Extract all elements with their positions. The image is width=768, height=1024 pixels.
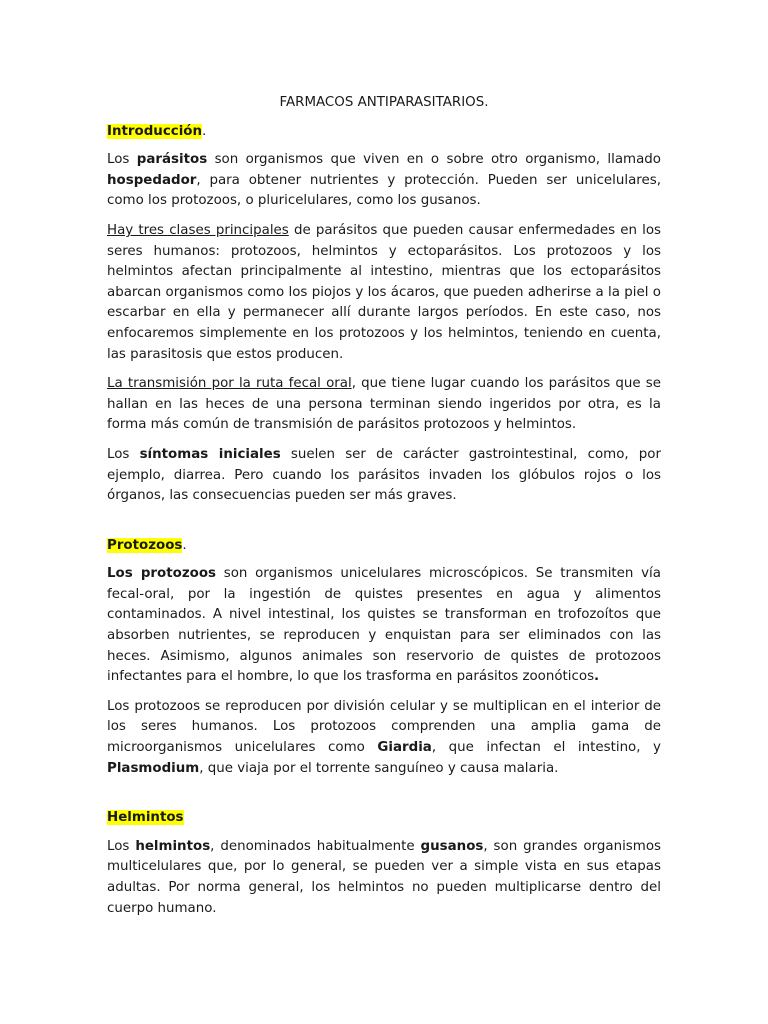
spacer <box>107 516 661 536</box>
bold-term-parasitos: parásitos <box>136 152 208 168</box>
text-run: , denominados habitualmente <box>210 838 421 854</box>
text-run: , que infectan el intestino, y <box>431 740 661 756</box>
paragraph-protozoos-2 <box>107 697 661 779</box>
text-run: . <box>594 669 600 685</box>
document-title: FARMACOS ANTIPARASITARIOS. <box>279 95 489 110</box>
text-run: , para obtener nutrientes y protección. Pueden ser unicelulares, como los protozoos, o pluricelulares, como los gusanos. <box>107 172 661 209</box>
section-heading-introduccion <box>107 122 661 143</box>
bold-term-helmintos: helmintos <box>135 838 211 854</box>
paragraph-intro-1 <box>107 150 661 212</box>
text-run: , son grandes organismos multicelulares que, por lo general, se pueden ver a simple vista en sus etapas adultas. Por norma general, los helmintos no pueden multiplicarse dentro del cuerpo humano. <box>107 838 661 916</box>
text-run: Los <box>107 446 140 462</box>
bold-term-hospedador: hospedador <box>107 172 197 188</box>
section-heading-helmintos <box>107 808 661 829</box>
text-run: Los <box>107 838 136 854</box>
heading-suffix: . <box>182 537 187 553</box>
bold-term-sintomas: síntomas iniciales <box>139 446 281 462</box>
text-run: son organismos que viven en o sobre otro organismo, llamado <box>207 152 662 168</box>
text-run: Los protozoos se reproducen por división celular y se multiplican en el interior de los seres humanos. Los protozoos comprenden una amplia gama de microorganismos unicelulares como <box>107 698 661 756</box>
section-heading-protozoos <box>107 536 661 557</box>
paragraph-protozoos-1 <box>107 564 661 688</box>
text-run: suelen ser de carácter gastrointestinal, como, por ejemplo, diarrea. Pero cuando los parásitos invaden los glóbulos rojos o los órganos, las consecuencias pueden ser más graves. <box>107 446 662 504</box>
heading-suffix: . <box>202 123 207 139</box>
text-run: Los <box>107 152 137 168</box>
text-run: son organismos unicelulares microscópicos. Se transmiten vía fecal-oral, por la ingestión de quistes presentes en agua y alimentos contaminados. A nivel intestinal, los quistes se transforman en trofozoítos que absorben nutrientes, se reproducen y enquistan para ser eliminados con las heces. Asimismo, algunos animales son reservorio de quistes de protozoos infectantes para el hombre, lo que los trasforma en parásitos zoonóticos <box>107 566 661 685</box>
document-page <box>107 93 661 928</box>
bold-term-los-protozoos: Los protozoos <box>107 566 216 582</box>
spacer <box>107 788 661 808</box>
heading-highlight: Protozoos <box>107 537 183 553</box>
underlined-phrase: Hay tres clases principales <box>107 222 289 238</box>
paragraph-intro-3 <box>107 374 661 436</box>
paragraph-intro-2 <box>107 221 661 365</box>
underlined-phrase: La transmisión por la ruta fecal oral <box>107 376 352 392</box>
text-run: , que tiene lugar cuando los parásitos que se hallan en las heces de una persona terminan siendo ingeridos por otra, es la forma más común de transmisión de parásitos protozoos y helmintos. <box>107 376 661 433</box>
paragraph-helmintos-1 <box>107 837 661 919</box>
paragraph-intro-4 <box>107 445 661 507</box>
bold-term-gusanos: gusanos <box>420 838 484 854</box>
text-run: de parásitos que pueden causar enfermedades en los seres humanos: protozoos, helmintos y ectoparásitos. Los protozoos y los helmintos afectan principalmente al intestino, mientras que los ectoparásitos abarcan organismos como los piojos y los ácaros, que pueden adherirse a la piel o escarbar en ella y permanecer allí durante largos períodos. En este caso, nos enfocaremos simplemente en los protozoos y los helmintos, teniendo en cuenta, las parasitosis que estos producen. <box>107 222 662 362</box>
text-run: , que viaja por el torrente sanguíneo y causa malaria. <box>199 760 559 776</box>
bold-term-giardia: Giardia <box>377 740 432 756</box>
heading-highlight: Helmintos <box>107 810 184 826</box>
heading-highlight: Introducción <box>107 123 203 139</box>
bold-term-plasmodium: Plasmodium <box>107 760 200 776</box>
